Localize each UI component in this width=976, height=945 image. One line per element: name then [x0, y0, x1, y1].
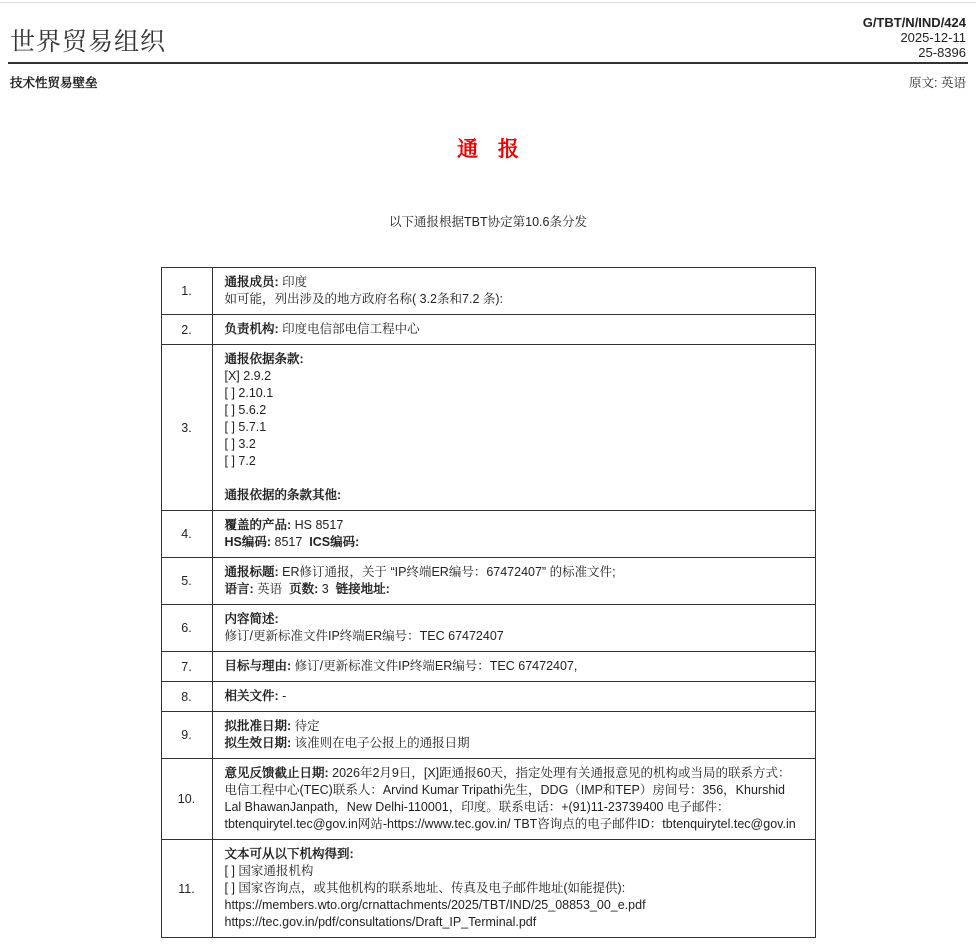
row-number: 10.: [161, 759, 212, 840]
content-line: [225, 880, 803, 897]
content-line: [225, 735, 803, 752]
table-row: [161, 558, 815, 605]
field-label: 页数:: [289, 582, 319, 596]
row-content: [212, 268, 815, 315]
field-value: [X] 2.9.2: [224, 369, 272, 383]
field-label: 拟批准日期:: [224, 719, 292, 733]
distribution-note: 以下通报根据TBT协定第10.6条分发: [389, 215, 587, 229]
field-label: 相关文件:: [224, 689, 279, 703]
content-line: [225, 291, 803, 308]
field-value: HS 8517: [291, 518, 344, 532]
content-line: [225, 368, 803, 385]
committee-name: 技术性贸易壁垒: [10, 76, 98, 90]
field-value: [ ] 7.2: [224, 454, 256, 468]
field-value: ER修订通报，关于 “IP终端ER编号：67472407” 的标准文件;: [278, 565, 616, 579]
content-line: [225, 321, 803, 338]
field-label: 通报成员:: [224, 275, 279, 289]
table-row: [161, 345, 815, 511]
content-line: [225, 402, 803, 419]
notification-table: [161, 267, 816, 938]
field-label: 意见反馈截止日期:: [224, 766, 329, 780]
row-number: 4.: [161, 511, 212, 558]
table-row: [161, 682, 815, 712]
content-line: [225, 628, 803, 645]
row-content: [212, 682, 815, 712]
row-number: 2.: [161, 315, 212, 345]
field-label: 目标与理由:: [224, 659, 292, 673]
row-content: [212, 315, 815, 345]
row-number: 1.: [161, 268, 212, 315]
page-top-divider: [0, 2, 976, 3]
content-line: [225, 718, 803, 735]
field-label: 文本可从以下机构得到:: [224, 847, 354, 861]
content-line: [225, 351, 803, 368]
doc-date: 2025-12-11: [900, 30, 966, 45]
content-line: [225, 863, 803, 880]
row-number: 9.: [161, 712, 212, 759]
field-label: 通报依据条款:: [224, 352, 304, 366]
content-line: [225, 564, 803, 581]
field-value: https://tec.gov.in/pdf/consultations/Draft_IP_Terminal.pdf: [224, 915, 537, 929]
field-label: 通报依据的条款其他:: [224, 488, 342, 502]
field-value: [ ] 3.2: [224, 437, 256, 451]
table-row: [161, 268, 815, 315]
table-row: [161, 840, 815, 938]
row-content: [212, 712, 815, 759]
row-content: [212, 759, 815, 840]
field-value: 印度: [278, 275, 308, 289]
field-value: 印度电信部电信工程中心: [278, 322, 420, 336]
field-value: 修订/更新标准文件IP终端ER编号：TEC 67472407: [224, 629, 504, 643]
field-label: 内容简述:: [224, 612, 279, 626]
field-value: [ ] 5.6.2: [224, 403, 267, 417]
field-label: 覆盖的产品:: [224, 518, 292, 532]
field-value: 英语: [253, 582, 290, 596]
field-value: 3: [318, 582, 336, 596]
content-line: [225, 914, 803, 931]
row-number: 5.: [161, 558, 212, 605]
row-content: [212, 652, 815, 682]
field-value: 2026年2月9日，[X]距通报60天，指定处理有关通报意见的机构或当局的联系方式：电信工程中心(TEC)联系人：Arvind Kumar Tripathi先生，DDG（IMP和TEP）房间号：356，Khurshid Lal BhawanJanpath，New Delhi-110001，印度。联系电话：+(91)11-23739400 电子邮件：tbtenquirytel.tec@gov.in网站-https://www.tec.gov.in/ TBT咨询点的电子邮件ID：tbtenquirytel.tec@gov.in: [224, 766, 796, 831]
table-row: [161, 712, 815, 759]
field-label: 语言:: [224, 582, 254, 596]
row-number: 3.: [161, 345, 212, 511]
doc-symbol: G/TBT/N/IND/424: [862, 15, 966, 30]
org-name: 世界贸易组织: [10, 28, 167, 56]
field-label: ICS编码:: [309, 535, 360, 549]
content-line: [225, 581, 803, 598]
document-header: [0, 0, 976, 60]
content-line: [225, 453, 803, 470]
row-content: [212, 840, 815, 938]
field-value: [ ] 2.10.1: [224, 386, 274, 400]
field-value: [ ] 国家咨询点，或其他机构的联系地址、传真及电子邮件地址(如能提供):: [224, 881, 626, 895]
table-row: [161, 759, 815, 840]
content-line: [225, 688, 803, 705]
content-line: [225, 385, 803, 402]
field-value: 待定: [291, 719, 320, 733]
field-value: 修订/更新标准文件IP终端ER编号：TEC 67472407,: [291, 659, 578, 673]
row-content: [212, 511, 815, 558]
content-line: [225, 274, 803, 291]
content-line: [225, 658, 803, 675]
field-label: 通报标题:: [224, 565, 279, 579]
content-line: [225, 846, 803, 863]
field-value: 该准则在电子公报上的通报日期: [291, 736, 470, 750]
row-number: 7.: [161, 652, 212, 682]
doc-number: 25-8396: [918, 45, 966, 60]
content-line: [225, 897, 803, 914]
content-line: [225, 436, 803, 453]
table-row: [161, 605, 815, 652]
field-label: 负责机构:: [224, 322, 279, 336]
field-label: HS编码:: [224, 535, 272, 549]
content-line: [225, 611, 803, 628]
field-label: 拟生效日期:: [224, 736, 292, 750]
notification-table-body: [161, 268, 815, 938]
field-value: 8517: [271, 535, 310, 549]
content-line: [225, 470, 803, 487]
field-value: [ ] 国家通报机构: [224, 864, 314, 878]
content-line: [225, 487, 803, 504]
row-content: [212, 558, 815, 605]
notification-title: 通 报: [457, 138, 526, 161]
committee-row: [0, 64, 976, 91]
content-line: [225, 419, 803, 436]
doc-meta: [863, 15, 966, 60]
field-label: 链接地址:: [335, 582, 390, 596]
row-content: [212, 345, 815, 511]
content-line: [225, 765, 803, 833]
field-value: https://members.wto.org/crnattachments/2025/TBT/IND/25_08853_00_e.pdf: [224, 898, 646, 912]
row-number: 8.: [161, 682, 212, 712]
table-row: [161, 315, 815, 345]
table-row: [161, 652, 815, 682]
row-number: 6.: [161, 605, 212, 652]
row-content: [212, 605, 815, 652]
field-value: [ ] 5.7.1: [224, 420, 267, 434]
original-language: 原文: 英语: [909, 76, 966, 90]
row-number: 11.: [161, 840, 212, 938]
content-line: [225, 534, 803, 551]
field-value: -: [278, 689, 287, 703]
table-row: [161, 511, 815, 558]
content-line: [225, 517, 803, 534]
field-value: 如可能，列出涉及的地方政府名称( 3.2条和7.2 条):: [224, 292, 503, 306]
